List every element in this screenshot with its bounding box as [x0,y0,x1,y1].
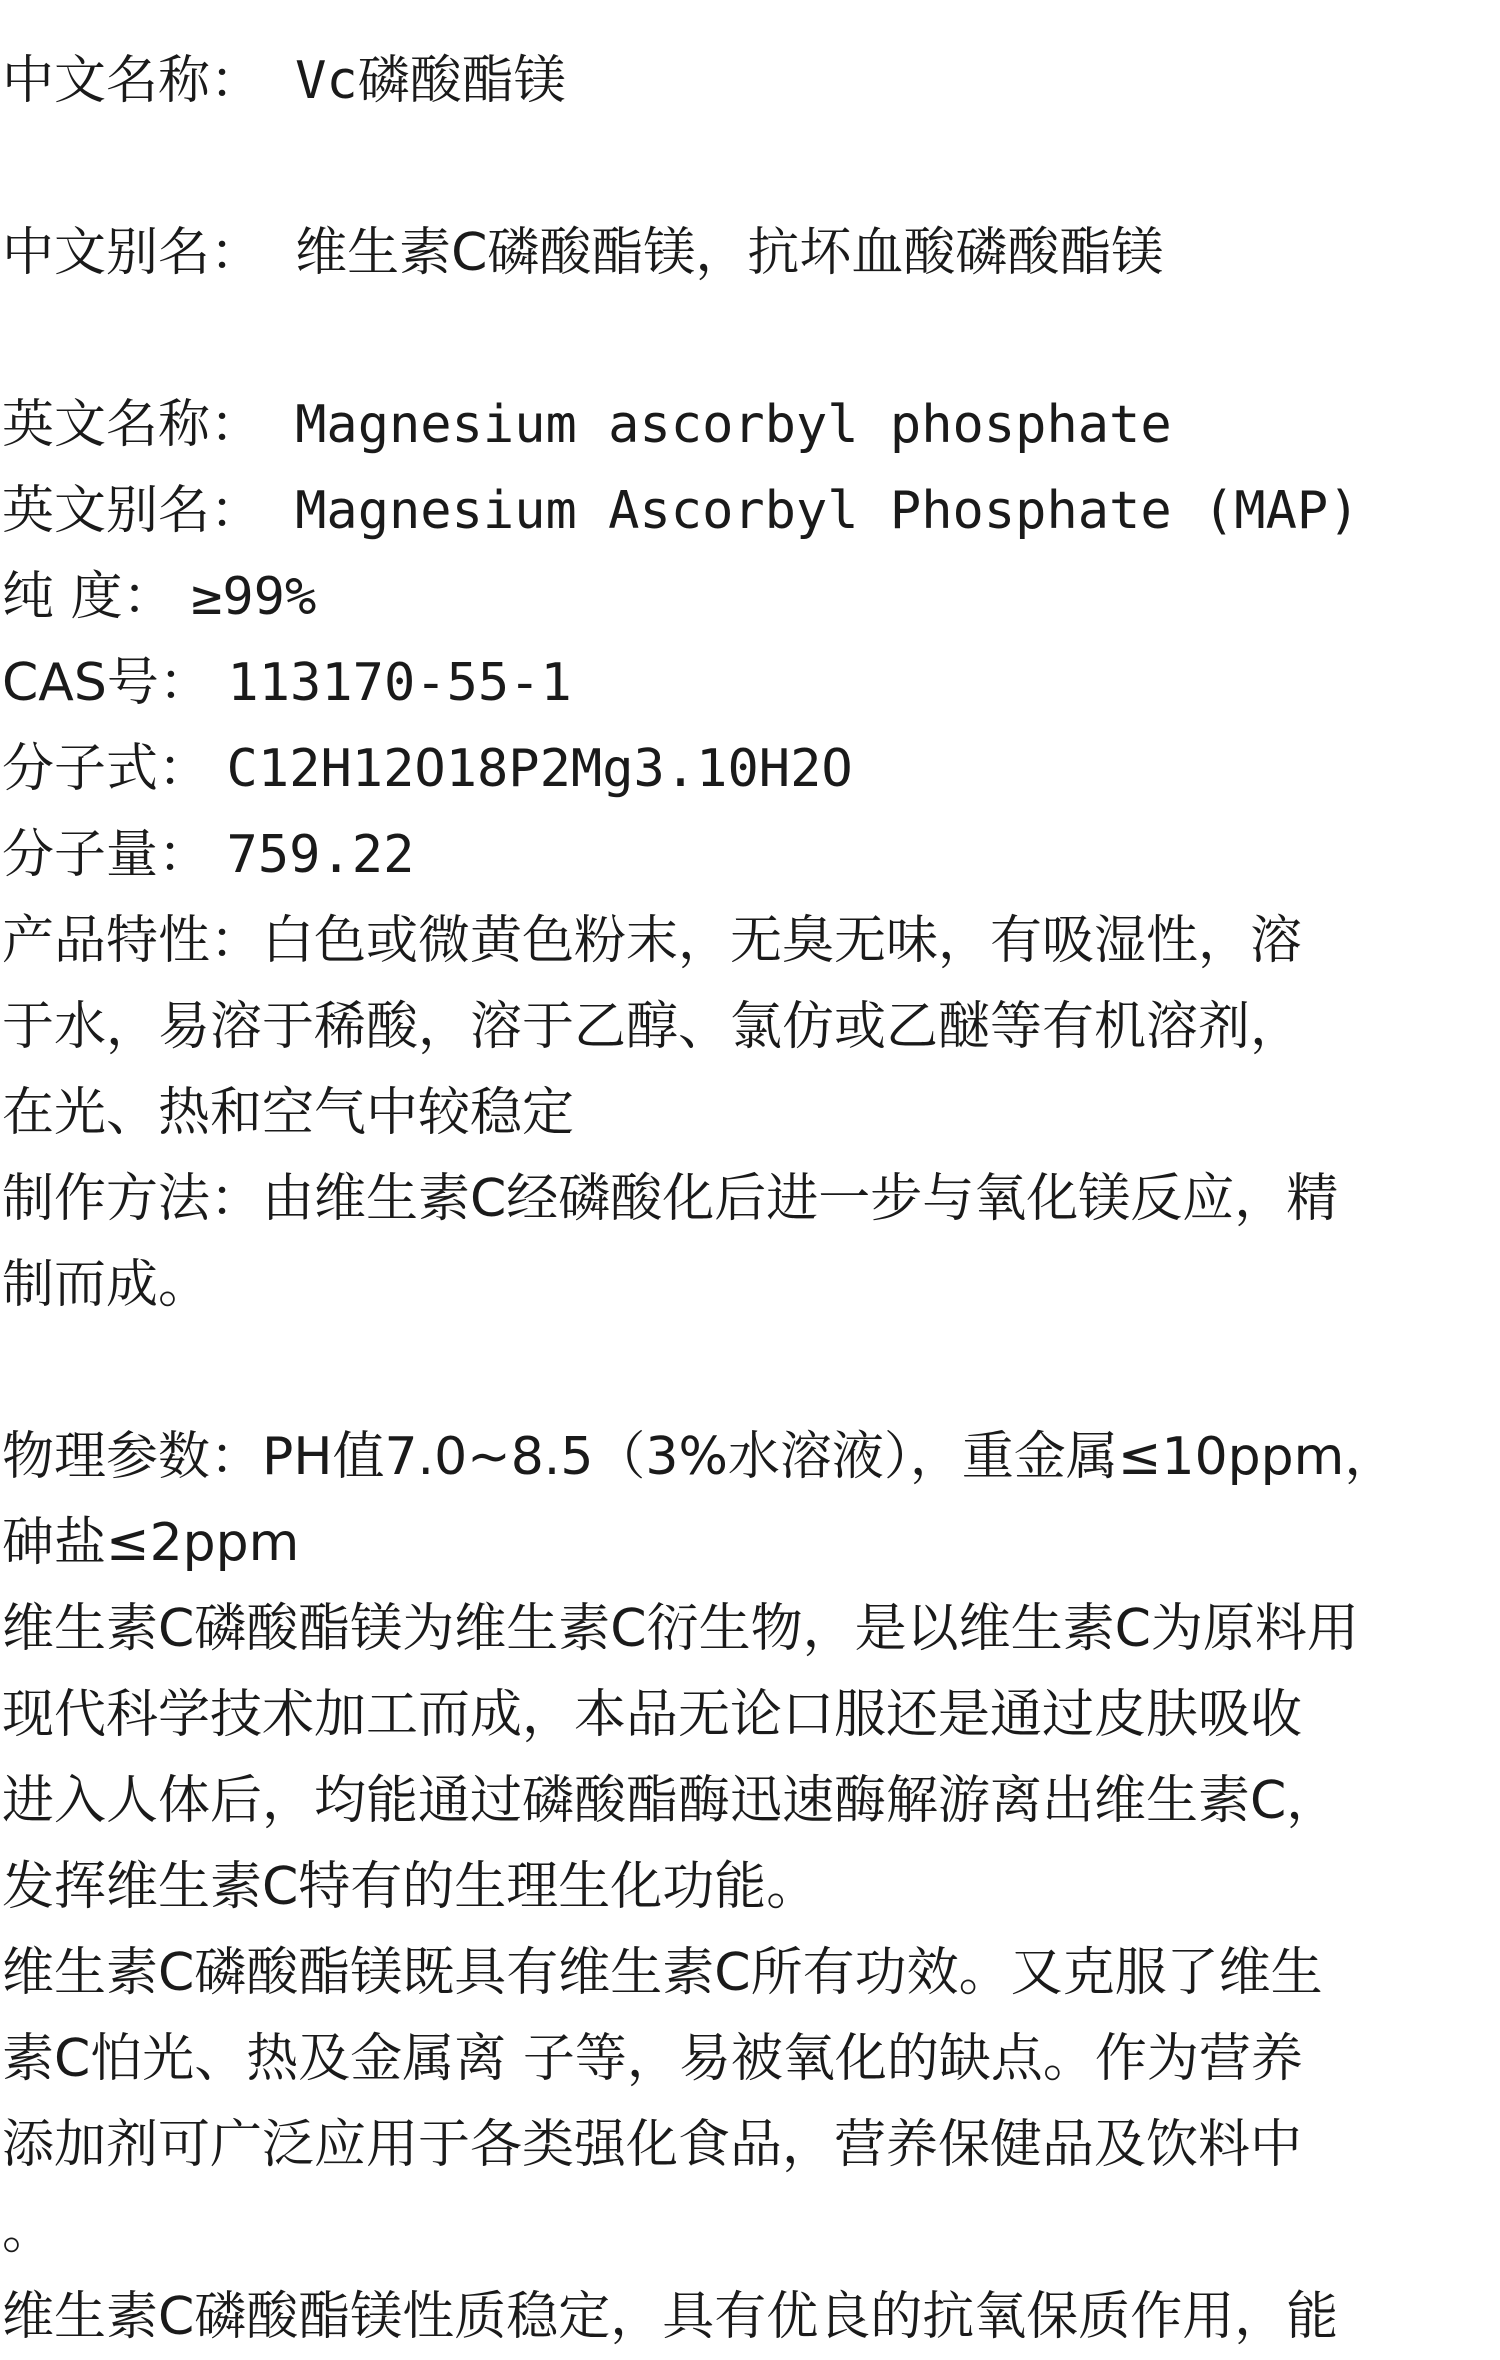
text-line: 物理参数：PH值7.0~8.5（3%水溶液），重金属≤10ppm， [2,1427,1397,1487]
chinese-name-label: 中文名称： [2,51,263,111]
text-line: 于水，易溶于稀酸，溶于乙醇、氯仿或乙醚等有机溶剂， [2,997,1303,1057]
text-line: 发挥维生素C特有的生理生化功能。 [2,1857,819,1917]
text-line: 添加剂可广泛应用于各类强化食品，营养保健品及饮料中 [2,2115,1303,2175]
molecular-weight-value: 759.22 [226,825,415,885]
text-line: 维生素C磷酸酯镁性质稳定，具有优良的抗氧保质作用，能 [2,2287,1339,2347]
cas-label: CAS号： [2,653,211,713]
purity-line [2,554,1498,640]
text-line: 产品特性：白色或微黄色粉末，无臭无味，有吸湿性，溶 [2,911,1303,971]
spacer [2,1328,1498,1414]
text-line: 维生素C磷酸酯镁为维生素C衍生物，是以维生素C为原料用 [2,1599,1359,1659]
english-alias-value: Magnesium Ascorbyl Phosphate (MAP) [295,481,1360,541]
text-line: 进入人体后，均能通过磷酸酯酶迅速酶解游离出维生素C， [2,1771,1339,1831]
text-line: 维生素C磷酸酯镁既具有维生素C所有功效。又克服了维生 [2,1943,1323,2003]
spacer [2,296,1498,382]
english-alias-line [2,468,1498,554]
english-alias-label: 英文别名： [2,481,263,541]
text-line: 在光、热和空气中较稳定 [2,1083,575,1143]
purity-value: ≥99% [191,567,317,627]
molecular-weight-line [2,812,1498,898]
purity-label: 纯 度： [2,567,175,627]
chinese-alias-value: 维生素C磷酸酯镁，抗坏血酸磷酸酯镁 [295,223,1164,283]
molecular-weight-label: 分子量： [2,825,211,885]
text-line: 素C怕光、热及金属离 子等，易被氧化的缺点。作为营养 [2,2029,1303,2089]
chinese-alias-label: 中文别名： [2,223,263,283]
chinese-name-value: Vc磷酸酯镁 [295,51,566,111]
cas-line [2,640,1498,726]
chinese-alias-line [2,210,1498,296]
english-name-line [2,382,1498,468]
text-line: 砷盐≤2ppm [2,1513,300,1573]
formula-value: C12H12O18P2Mg3.10H2O [226,739,853,799]
text-line: 制作方法：由维生素C经磷酸化后进一步与氧化镁反应，精 [2,1169,1339,1229]
text-line: 。 [2,2201,55,2261]
chinese-name-line [2,38,1498,124]
spacer [2,124,1498,210]
english-name-label: 英文名称： [2,395,263,455]
formula-line [2,726,1498,812]
text-line: 制而成。 [2,1255,211,1315]
document-body [2,38,1498,2360]
english-name-value: Magnesium ascorbyl phosphate [295,395,1172,455]
formula-label: 分子式： [2,739,211,799]
text-line: 现代科学技术加工而成，本品无论口服还是通过皮肤吸收 [2,1685,1303,1745]
cas-value: 113170-55-1 [227,653,572,713]
